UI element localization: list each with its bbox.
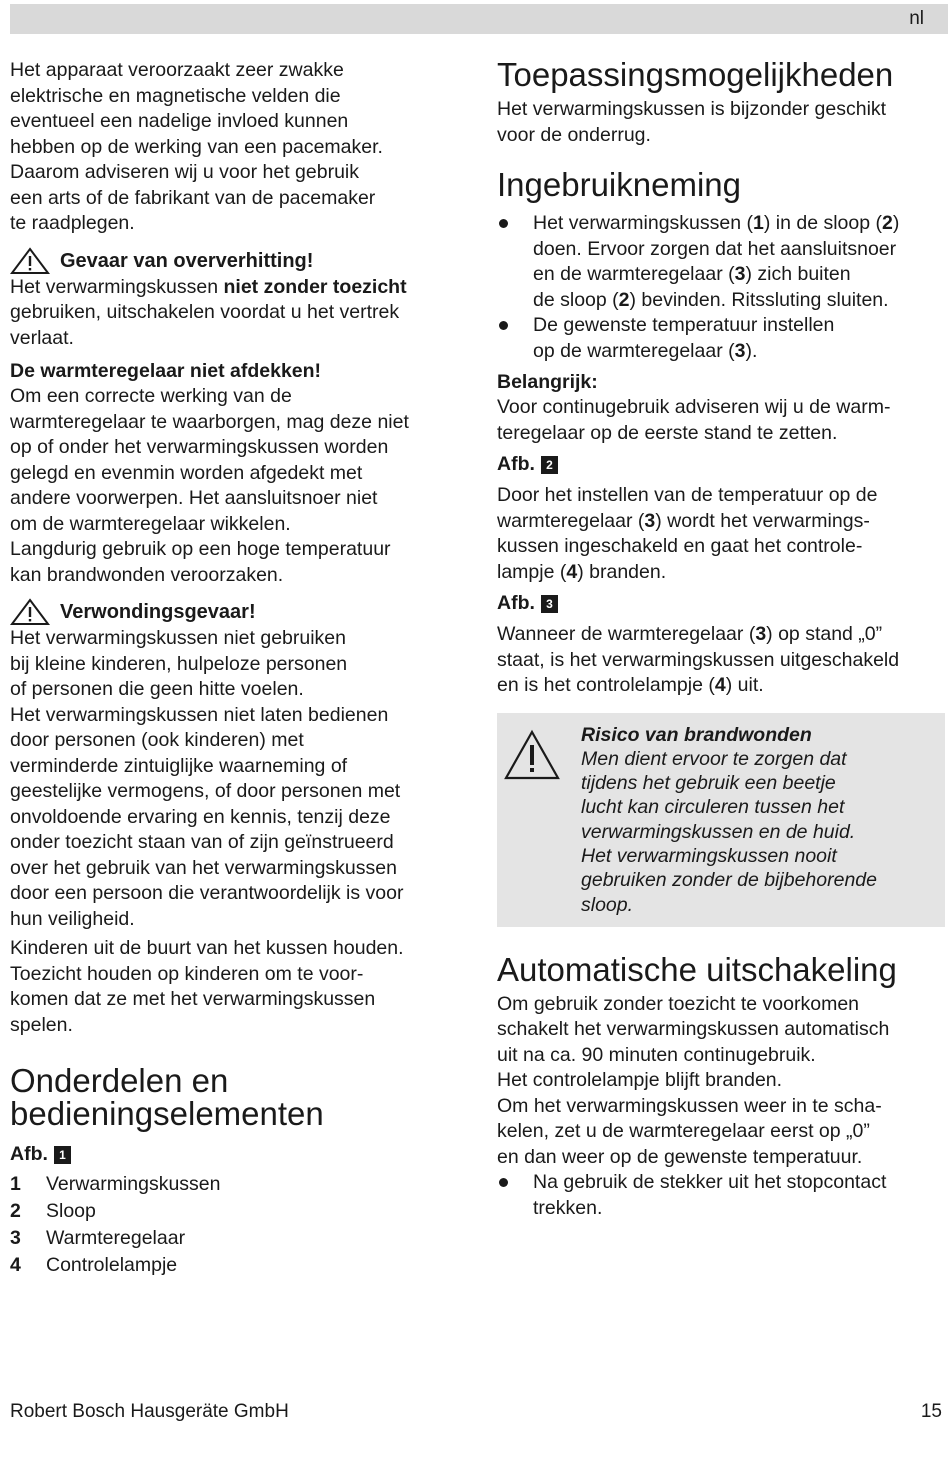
list-item: Na gebruik de stekker uit het stopcontact trekken. (497, 1170, 945, 1221)
cover-warning-subheading: De warmteregelaar niet afdekken! (10, 360, 322, 382)
left-column (10, 58, 470, 1279)
parts-list (10, 1171, 470, 1279)
overheating-warning-heading: Gevaar van oververhitting! (10, 247, 470, 275)
applications-heading: Toepassingsmogelijkheden (497, 56, 894, 93)
startup-heading: Ingebruikneming (497, 166, 741, 203)
list-item: 4 Controlelampje (10, 1254, 178, 1276)
bullet-icon (497, 1170, 533, 1221)
overheating-warning-text: Het verwarmingskussen niet zonder toezicht gebruiken, uitschakelen voordat u het vertrek verlaat. (10, 275, 407, 349)
bullet-icon (497, 211, 533, 313)
warning-triangle-icon (10, 247, 50, 275)
list-item: 1 Verwarmingskussen (10, 1173, 221, 1195)
header-bar (10, 4, 948, 34)
injury-warning-heading: Verwondingsgevaar! (10, 598, 470, 626)
warning-triangle-icon (503, 729, 561, 781)
list-item: 2 Sloop (10, 1200, 96, 1222)
figure-number-badge: 2 (541, 456, 558, 474)
footer-company: Robert Bosch Hausgeräte GmbH (10, 1401, 289, 1422)
auto-off-text: Om gebruik zonder toezicht te voorkomen schakelt het verwarmingskussen automatisch uit na ca. 90 minuten continugebruik. Het controlelampje blijft branden. Om het verwarmingskussen weer in te scha- kelen, zet u de warmteregelaar eerst op „0” en dan weer op de gewenste temperatuur. (497, 992, 890, 1168)
figure-reference-1: Afb. 1 (10, 1142, 470, 1167)
figure-reference-3: Afb. 3 (497, 591, 945, 616)
injury-warning-text: Het verwarmingskussen niet gebruiken bij kleine kinderen, hulpeloze personen of personen die geen hitte voelen. Het verwarmingskussen niet laten bedienen door personen (ook kinderen) met verminderde zintuiglijke waarneming of geestelijke vermogens, of door personen met onvoldoende ervaring en kennis, tenzij deze onder toezicht staan van of zijn geïnstrueerd over het gebruik van het verwarmingskussen door een persoon die verantwoordelijk is voor hun veiligheid. (10, 627, 404, 930)
burn-risk-box (497, 713, 945, 927)
off-position-text: Wanneer de warmteregelaar (3) op stand „0” staat, is het verwarmingskussen uitgeschakeld en is het controlelampje (4) uit. (497, 623, 900, 696)
page-number: 15 (920, 1401, 942, 1422)
figure-number-badge: 1 (54, 1146, 71, 1164)
risk-text: Men dient ervoor te zorgen dat tijdens het gebruik een beetje lucht kan circuleren tussen het verwarmingskussen en de huid. Het verwarmingskussen nooit gebruiken zonder de bijbehorende sloop. (581, 747, 877, 916)
auto-off-heading: Automatische uitschakeling (497, 950, 897, 988)
temperature-text: Door het instellen van de temperatuur op de warmteregelaar (3) wordt het verwarmings- kussen ingeschakeld en gaat het controle- lampje (4) branden. (497, 484, 878, 583)
children-paragraph: Kinderen uit de buurt van het kussen houden. Toezicht houden op kinderen om te voor- komen dat ze met het verwarmingskussen spelen. (10, 937, 404, 1036)
right-column (497, 58, 945, 1221)
important-label: Belangrijk: (497, 371, 598, 393)
warning-triangle-icon (10, 598, 50, 626)
bullet-icon (497, 313, 533, 364)
list-item: Het verwarmingskussen (1) in de sloop (2) doen. Ervoor zorgen dat het aansluitsnoer en de warmteregelaar (3) zich buiten de sloop (2) bevinden. Ritssluting sluiten. (497, 211, 945, 313)
regulator-paragraph: Om een correcte werking van de warmteregelaar te waarborgen, mag deze niet op of onder het verwarmingskussen worden gelegd en evenmin worden afgedekt met andere voorwerpen. Het aansluitsnoer niet om de warmteregelaar wikkelen. Langdurig gebruik op een hoge temperatuur kan brandwonden veroorzaken. (10, 385, 409, 586)
figure-reference-2: Afb. 2 (497, 452, 945, 477)
list-item: 3 Warmteregelaar (10, 1227, 186, 1249)
list-item: De gewenste temperatuur instellen op de warmteregelaar (3). (497, 313, 945, 364)
applications-text: Het verwarmingskussen is bijzonder geschikt voor de onderrug. (497, 98, 887, 146)
parts-heading: Onderdelen en bedieningselementen (10, 1062, 324, 1132)
important-text: Voor continugebruik adviseren wij u de warm- teregelaar op de eerste stand te zetten. (497, 396, 891, 444)
risk-title: Risico van brandwonden (581, 723, 812, 746)
language-code: nl (909, 8, 924, 29)
figure-number-badge: 3 (541, 595, 558, 613)
intro-paragraph: Het apparaat veroorzaakt zeer zwakke elektrische en magnetische velden die eventueel een nadelige invloed kunnen hebben op de werking van een pacemaker. Daarom adviseren wij u voor het gebruik een arts of de fabrikant van de pacemaker te raadplegen. (10, 59, 383, 234)
